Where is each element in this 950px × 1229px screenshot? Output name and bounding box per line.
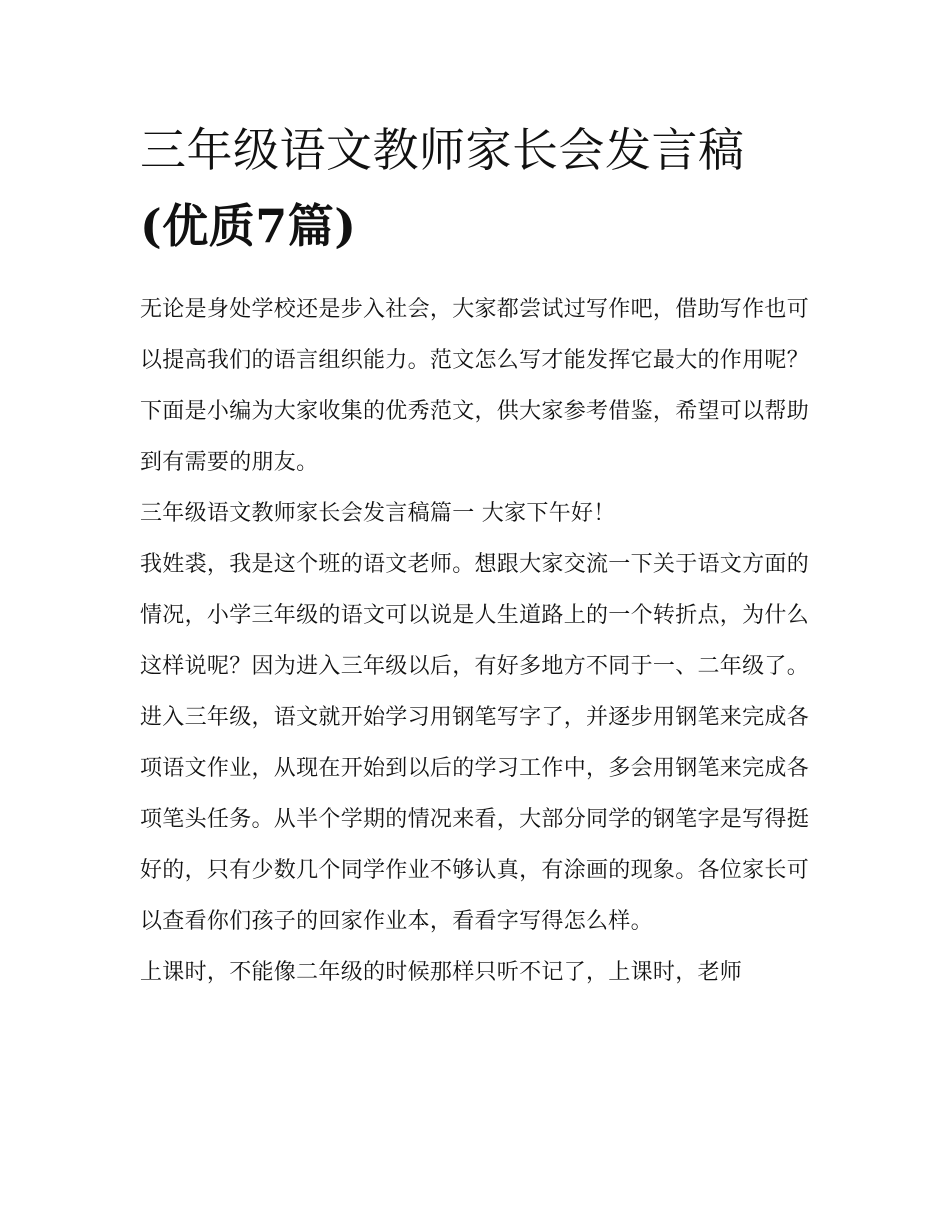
document-body xyxy=(140,284,815,998)
title-paren-close: 篇) xyxy=(287,199,357,253)
paragraph-intro: 无论是身处学校还是步入社会，大家都尝试过写作吧，借助写作也可以提高我们的语言组织能力。范文怎么写才能发挥它最大的作用呢？下面是小编为大家收集的优秀范文，供大家参考借鉴，希望可以帮助到有需要的朋友。 xyxy=(140,297,810,475)
title-count: 7 xyxy=(255,199,288,253)
paragraph-teacher-intro: 我姓裘，我是这个班的语文老师。想跟大家交流一下关于语文方面的情况，小学三年级的语文可以说是人生道路上的一个转折点，为什么这样说呢？因为进入三年级以后，有好多地方不同于一、二年级了。 xyxy=(140,552,810,679)
document-page xyxy=(140,112,815,998)
paragraph-section-heading: 三年级语文教师家长会发言稿篇一 大家下午好！ xyxy=(140,501,616,526)
document-title xyxy=(140,112,815,264)
paragraph-class-notes: 上课时，不能像二年级的时候那样只听不记了，上课时，老师 xyxy=(140,960,743,985)
title-paren-open: (优质 xyxy=(140,199,256,253)
title-line-1: 三年级语文教师家长会发言稿 xyxy=(140,123,745,177)
paragraph-pen-writing: 进入三年级，语文就开始学习用钢笔写字了，并逐步用钢笔来完成各项语文作业，从现在开始到以后的学习工作中，多会用钢笔来完成各项笔头任务。从半个学期的情况来看，大部分同学的钢笔字是写得挺好的，只有少数几个同学作业不够认真，有涂画的现象。各位家长可以查看你们孩子的回家作业本，看看字写得怎么样。 xyxy=(140,705,810,934)
